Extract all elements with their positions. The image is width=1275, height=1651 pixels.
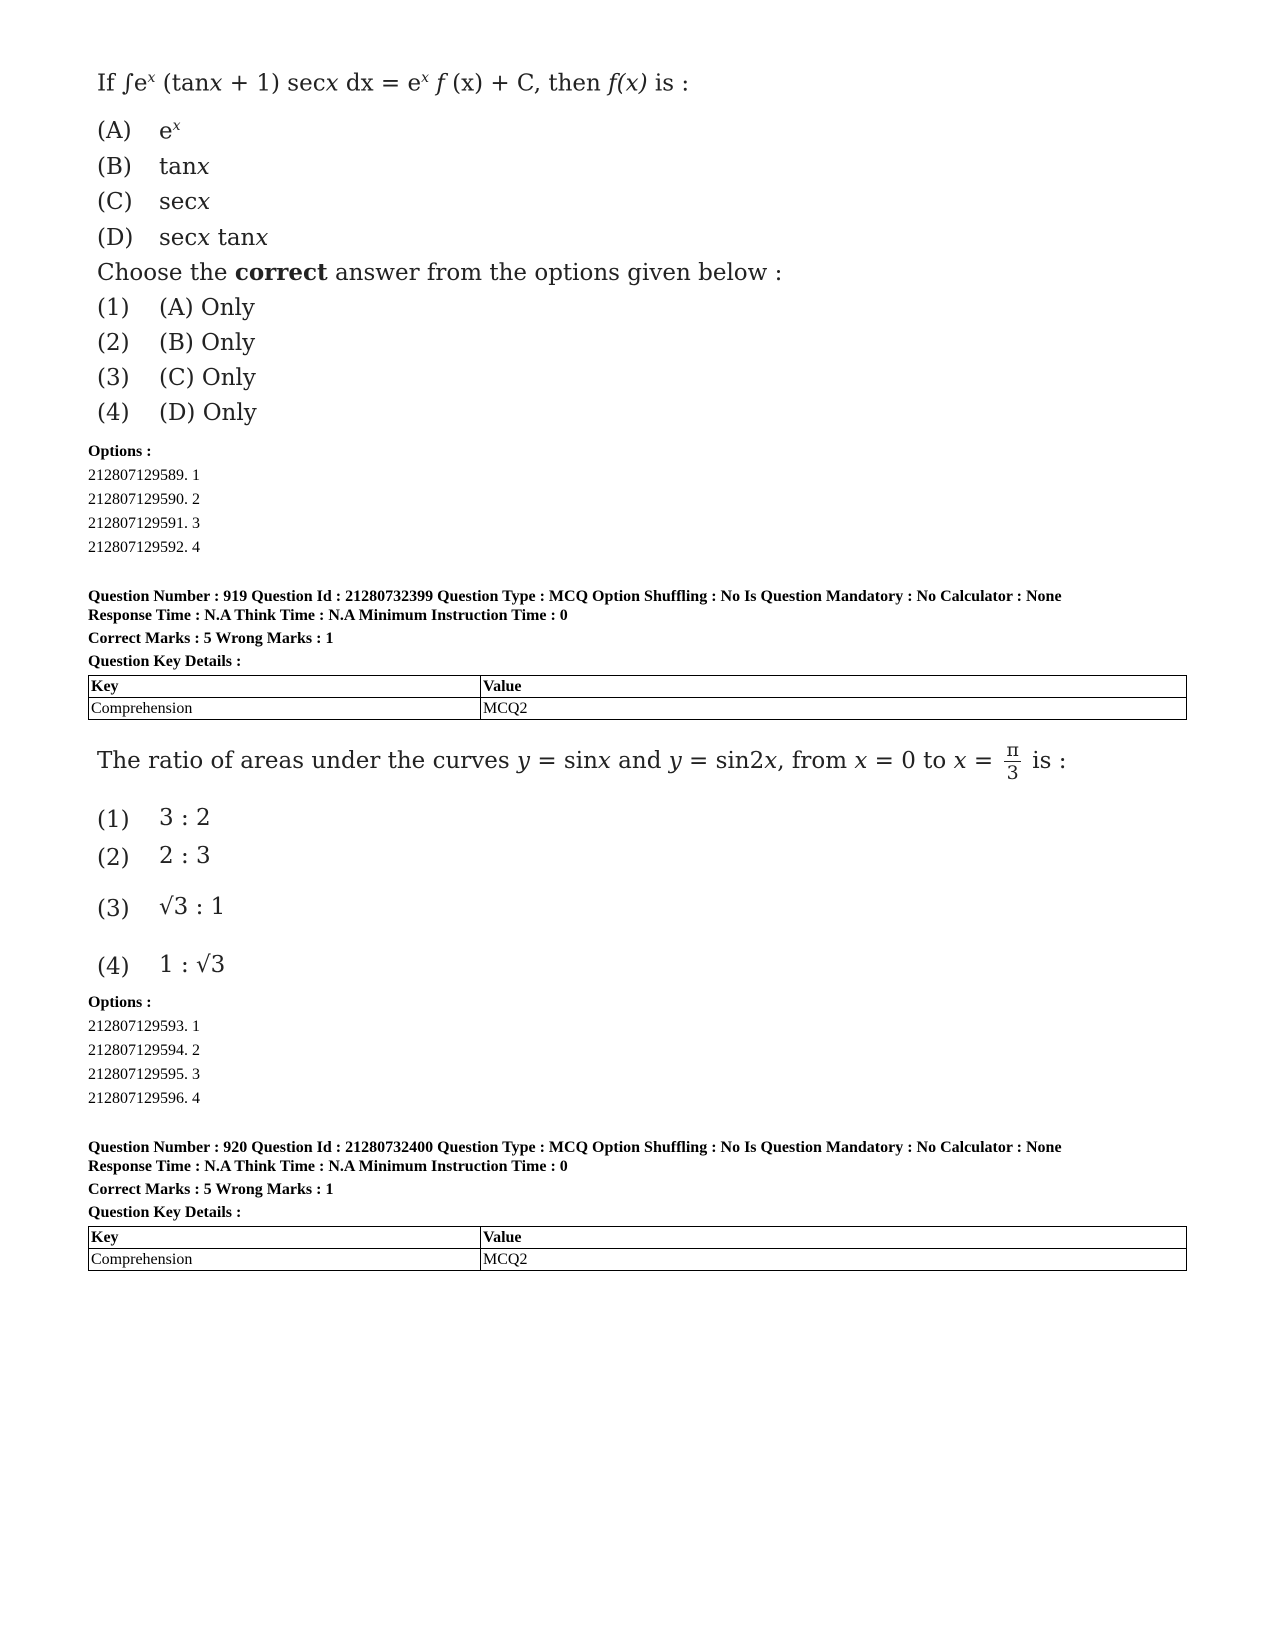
- question-info-line: Question Number : 919 Question Id : 21280732399 Question Type : MCQ Option Shuffling : No Is Question Mandatory : No Calculator : None: [88, 588, 1062, 605]
- q919-key-table: [88, 675, 1187, 720]
- table-header-key: Key: [89, 676, 481, 698]
- option-item: 212807129590. 2: [88, 491, 200, 508]
- question-marks: Correct Marks : 5 Wrong Marks : 1: [88, 630, 334, 647]
- q919-options: [88, 994, 200, 1114]
- table-cell-key: Comprehension: [89, 1249, 481, 1271]
- table-cell-value: MCQ2: [481, 698, 1187, 720]
- table-cell-value: MCQ2: [481, 1249, 1187, 1271]
- table-cell-key: Comprehension: [89, 698, 481, 720]
- table-row: [89, 1249, 1187, 1271]
- question-key-details: Question Key Details :: [88, 1204, 242, 1221]
- q918-stem: If $\int e^x$ (tanx + 1) secx dx = $e^x$ f (x) + C, then f(x) is :: [97, 70, 690, 97]
- table-header-value: Value: [481, 676, 1187, 698]
- question-info-line: Question Number : 920 Question Id : 21280732400 Question Type : MCQ Option Shuffling : No Is Question Mandatory : No Calculator : None: [88, 1139, 1062, 1156]
- question-marks: Correct Marks : 5 Wrong Marks : 1: [88, 1181, 334, 1198]
- option-item: 212807129592. 4: [88, 539, 200, 556]
- q920-info: [88, 1139, 1062, 1224]
- options-heading: Options :: [88, 443, 152, 460]
- table-header-row: [89, 1227, 1187, 1249]
- table-header-key: Key: [89, 1227, 481, 1249]
- option-item: 212807129595. 3: [88, 1066, 200, 1083]
- q918-choose-instruction: Choose the correct answer from the options given below :: [97, 259, 783, 286]
- q918-options: [88, 443, 200, 563]
- q919-info: [88, 588, 1062, 673]
- question-key-details: Question Key Details :: [88, 653, 242, 670]
- options-heading: Options :: [88, 994, 152, 1011]
- option-item: 212807129594. 2: [88, 1042, 200, 1059]
- question-timing-line: Response Time : N.A Think Time : N.A Minimum Instruction Time : 0: [88, 1158, 568, 1175]
- option-item: 212807129589. 1: [88, 467, 200, 484]
- table-header-row: [89, 676, 1187, 698]
- option-item: 212807129593. 1: [88, 1018, 200, 1035]
- q920-key-table: [88, 1226, 1187, 1271]
- option-item: 212807129596. 4: [88, 1090, 200, 1107]
- q919-stem: The ratio of areas under the curves y = sinx and y = sin2x, from x = 0 to x = $\frac{\pi}{3}$ is :: [97, 739, 1067, 784]
- table-row: [89, 698, 1187, 720]
- table-header-value: Value: [481, 1227, 1187, 1249]
- option-item: 212807129591. 3: [88, 515, 200, 532]
- question-timing-line: Response Time : N.A Think Time : N.A Minimum Instruction Time : 0: [88, 607, 568, 624]
- pi-over-three-fraction: $\frac{\pi}{3}$: [1006, 739, 1019, 784]
